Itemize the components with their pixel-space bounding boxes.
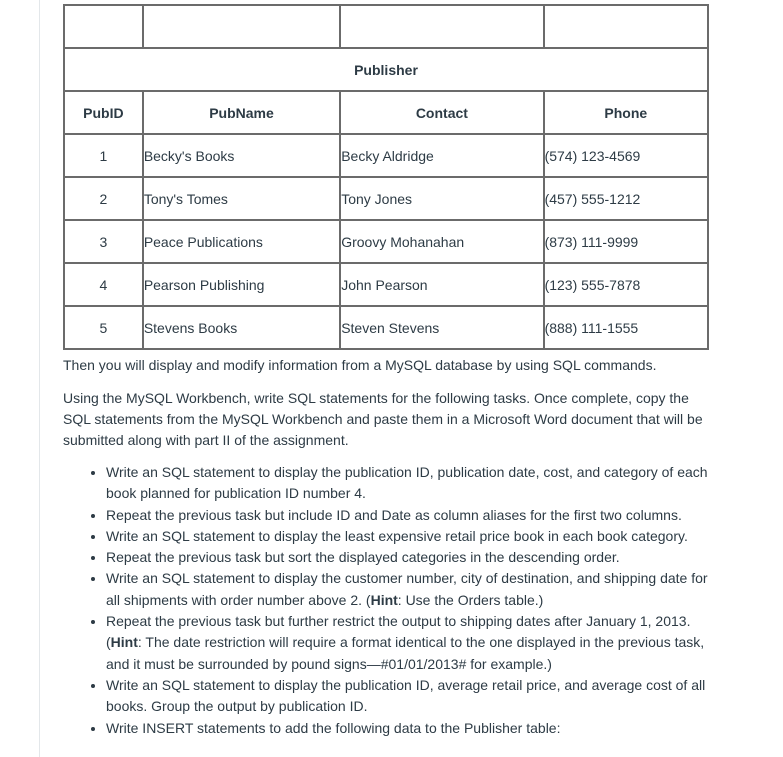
cell-phone: (457) 555-1212 bbox=[544, 177, 708, 220]
left-border bbox=[39, 0, 40, 757]
cell-pubid: 5 bbox=[64, 306, 143, 349]
cell-contact: Tony Jones bbox=[340, 177, 543, 220]
hint-label: Hint bbox=[370, 591, 398, 608]
list-item: • Write INSERT statements to add the following data to the Publisher table: bbox=[106, 718, 713, 739]
cell-pubname: Peace Publications bbox=[143, 220, 340, 263]
list-item: • Write an SQL statement to display the publication ID, average retail price, and average cost of all books. Group the output by publication ID. bbox=[106, 675, 713, 718]
table-row bbox=[64, 306, 708, 349]
cell-phone: (873) 111-9999 bbox=[544, 220, 708, 263]
previous-table-remnant-row bbox=[64, 5, 708, 48]
cell-pubid: 1 bbox=[64, 134, 143, 177]
table-row bbox=[64, 220, 708, 263]
list-item: • Write an SQL statement to display the publication ID, publication date, cost, and category of each book planned for publication ID number 4. bbox=[106, 462, 713, 505]
task-list bbox=[63, 462, 713, 739]
table-row bbox=[64, 263, 708, 306]
task-text: : Use the Orders table.) bbox=[397, 591, 544, 608]
cell-phone: (574) 123-4569 bbox=[544, 134, 708, 177]
cell-phone: (888) 111-1555 bbox=[544, 306, 708, 349]
cell-contact: Groovy Mohanahan bbox=[340, 220, 543, 263]
cell-pubname: Stevens Books bbox=[143, 306, 340, 349]
table-title: Publisher bbox=[64, 48, 708, 91]
instructions-paragraph: Using the MySQL Workbench, write SQL statements for the following tasks. Once complete, copy the SQL statements from the MySQL Workbench and paste them in a Microsoft Word document that will be submitted along with part II of the assignment. bbox=[63, 390, 703, 448]
table-row bbox=[64, 134, 708, 177]
cell-pubid: 2 bbox=[64, 177, 143, 220]
list-item: • Write an SQL statement to display the least expensive retail price book in each book category. bbox=[106, 526, 713, 547]
header-pubid: PubID bbox=[64, 91, 143, 134]
task-text: Write an SQL statement to display the customer number, city of destination, and shipping date for all shipments with order number above 2. ( bbox=[106, 570, 708, 608]
header-contact: Contact bbox=[340, 91, 543, 134]
header-pubname: PubName bbox=[143, 91, 340, 134]
list-item: • Repeat the previous task but sort the displayed categories in the descending order. bbox=[106, 547, 713, 568]
cell-contact: Steven Stevens bbox=[340, 306, 543, 349]
cell-pubid: 3 bbox=[64, 220, 143, 263]
task-text: Repeat the previous task but further restrict the output to shipping dates after January 1, 2013. ( bbox=[106, 613, 691, 651]
cell-phone: (123) 555-7878 bbox=[544, 263, 708, 306]
hint-label: Hint bbox=[110, 634, 138, 651]
list-item bbox=[106, 568, 713, 611]
cell-pubname: Tony's Tomes bbox=[143, 177, 340, 220]
table-header-row bbox=[64, 91, 708, 134]
task-text: : The date restriction will require a format identical to the one displayed in the previous task, and it must be surrounded by pound signs—#01/01/2013# for example.) bbox=[106, 634, 705, 672]
assignment-content bbox=[63, 0, 713, 739]
intro-paragraph: Then you will display and modify information from a MySQL database by using SQL commands. bbox=[63, 357, 657, 373]
cell-pubid: 4 bbox=[64, 263, 143, 306]
publisher-table bbox=[63, 4, 709, 350]
table-title-row bbox=[64, 48, 708, 91]
table-row bbox=[64, 177, 708, 220]
header-phone: Phone bbox=[544, 91, 708, 134]
cell-pubname: Pearson Publishing bbox=[143, 263, 340, 306]
cell-contact: Becky Aldridge bbox=[340, 134, 543, 177]
cell-pubname: Becky's Books bbox=[143, 134, 340, 177]
list-item: • Repeat the previous task but include ID and Date as column aliases for the first two columns. bbox=[106, 505, 713, 526]
list-item bbox=[106, 611, 713, 675]
cell-contact: John Pearson bbox=[340, 263, 543, 306]
